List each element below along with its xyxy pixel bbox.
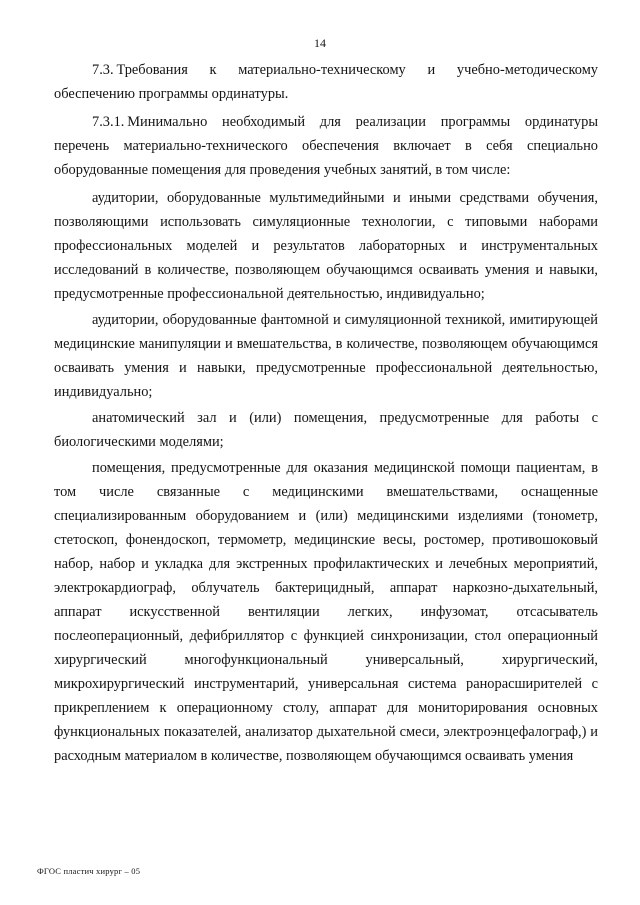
section-heading-7-3: 7.3. Требования к материально-техническому и учебно-методическому обеспечению программы ординатуры.	[54, 62, 598, 102]
paragraph-phantom-rooms: аудитории, оборудованные фантомной и симуляционной техникой, имитирующей медицинские манипуляции и вмешательства, в количестве, позволяющем обучающимся осваивать умения и навыки, предусмотренные профессиональной деятельностью, индивидуально;	[54, 312, 598, 400]
paragraph-multimedia-rooms: аудитории, оборудованные мультимедийными и иными средствами обучения, позволяющими использовать симуляционные технологии, с типовыми наборами профессиональных моделей и результатов лабораторных и инструментальных исследований в количестве, позволяющем обучающимся осваивать умения и навыки, предусмотренные профессиональной деятельностью, индивидуально;	[54, 190, 598, 302]
paragraph-anatomy-hall: анатомический зал и (или) помещения, предусмотренные для работы с биологическими моделями;	[54, 410, 598, 450]
page-number: 14	[314, 36, 326, 50]
paragraph-medical-premises: помещения, предусмотренные для оказания медицинской помощи пациентам, в том числе связанные с медицинскими вмешательствами, оснащенные специализированным оборудованием и (или) медицинскими изделиями (тонометр, стетоскоп, фонендоскоп, термометр, медицинские весы, ростомер, противошоковый набор, набор и укладка для экстренных профилактических и лечебных мероприятий, электрокардиограф, облучатель бактерицидный, аппарат наркозно-дыхательный, аппарат искусственной вентиляции легких, инфузомат, отсасыватель послеоперационный, дефибриллятор с функцией синхронизации, стол операционный хирургический многофункциональный универсальный, хирургический, микрохирургический инструментарий, универсальная система ранорасширителей с прикреплением к операционному столу, аппарат для мониторирования основных функциональных показателей, анализатор дыхательной смеси, электроэнцефалограф,) и расходным материалом в количестве, позволяющем обучающимся осваивать умения	[54, 460, 598, 764]
page-body	[54, 58, 598, 770]
page-footer: ФГОС пластич хирург – 05	[37, 866, 141, 876]
section-7-3-1-intro: 7.3.1. Минимально необходимый для реализации программы ординатуры перечень материально-технического обеспечения включает в себя специально оборудованные помещения для проведения учебных занятий, в том числе:	[54, 114, 598, 178]
